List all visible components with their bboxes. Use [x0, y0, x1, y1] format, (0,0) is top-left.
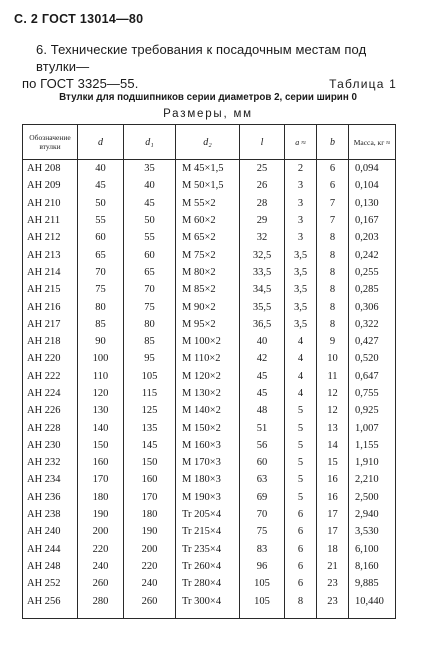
cell-a: 4 — [285, 368, 317, 385]
cell-mass: 2,210 — [349, 471, 396, 488]
cell-d1: 45 — [124, 195, 176, 212]
cell-designation: АН 215 — [23, 281, 78, 298]
dimensions-label: Размеры, мм — [163, 108, 253, 120]
cell-d2: М 100×2 — [176, 333, 240, 350]
table-row — [23, 229, 396, 246]
table-row — [23, 298, 396, 315]
table-row — [23, 316, 396, 333]
cell-a: 3,5 — [285, 246, 317, 263]
cell-a: 3,5 — [285, 316, 317, 333]
cell-mass: 1,910 — [349, 454, 396, 471]
cell-d1: 80 — [124, 316, 176, 333]
cell-l: 70 — [240, 506, 285, 523]
cell-designation: АН 222 — [23, 368, 78, 385]
cell-a: 6 — [285, 523, 317, 540]
cell-d2: М 80×2 — [176, 264, 240, 281]
cell-b: 11 — [317, 368, 349, 385]
table-row — [23, 402, 396, 419]
cell-l: 33,5 — [240, 264, 285, 281]
cell-d2: Tr 300×4 — [176, 592, 240, 619]
cell-d1: 170 — [124, 489, 176, 506]
cell-d2: М 55×2 — [176, 195, 240, 212]
cell-d1: 150 — [124, 454, 176, 471]
cell-l: 69 — [240, 489, 285, 506]
cell-a: 5 — [285, 471, 317, 488]
cell-b: 14 — [317, 437, 349, 454]
cell-mass: 8,160 — [349, 558, 396, 575]
cell-d: 85 — [78, 316, 124, 333]
cell-d: 45 — [78, 177, 124, 194]
cell-b: 15 — [317, 454, 349, 471]
cell-d: 75 — [78, 281, 124, 298]
cell-d: 90 — [78, 333, 124, 350]
cell-designation: АН 238 — [23, 506, 78, 523]
cell-b: 12 — [317, 402, 349, 419]
cell-mass: 0,242 — [349, 246, 396, 263]
cell-designation: АН 256 — [23, 592, 78, 619]
cell-d1: 50 — [124, 212, 176, 229]
cell-b: 17 — [317, 506, 349, 523]
cell-b: 9 — [317, 333, 349, 350]
page-header: С. 2 ГОСТ 13014—80 — [14, 12, 144, 26]
table-row — [23, 385, 396, 402]
table-row — [23, 160, 396, 178]
cell-designation: АН 236 — [23, 489, 78, 506]
cell-mass: 0,167 — [349, 212, 396, 229]
col-header-d1: d₁ — [124, 125, 176, 160]
cell-d1: 85 — [124, 333, 176, 350]
table-row — [23, 368, 396, 385]
cell-mass: 0,094 — [349, 160, 396, 178]
cell-l: 32 — [240, 229, 285, 246]
cell-designation: АН 224 — [23, 385, 78, 402]
cell-b: 8 — [317, 316, 349, 333]
cell-l: 29 — [240, 212, 285, 229]
cell-designation: АН 216 — [23, 298, 78, 315]
cell-d1: 240 — [124, 575, 176, 592]
cell-l: 45 — [240, 368, 285, 385]
cell-designation: АН 214 — [23, 264, 78, 281]
cell-d2: Tr 260×4 — [176, 558, 240, 575]
table-row — [23, 333, 396, 350]
cell-d2: М 45×1,5 — [176, 160, 240, 178]
cell-d2: М 180×3 — [176, 471, 240, 488]
cell-d1: 75 — [124, 298, 176, 315]
cell-d2: М 120×2 — [176, 368, 240, 385]
cell-d1: 95 — [124, 350, 176, 367]
cell-designation: АН 218 — [23, 333, 78, 350]
cell-d: 55 — [78, 212, 124, 229]
cell-d2: М 60×2 — [176, 212, 240, 229]
cell-designation: АН 226 — [23, 402, 78, 419]
table-row — [23, 454, 396, 471]
table-number: Таблица 1 — [329, 77, 397, 91]
cell-l: 40 — [240, 333, 285, 350]
cell-l: 42 — [240, 350, 285, 367]
cell-d2: Tr 235×4 — [176, 541, 240, 558]
cell-d1: 135 — [124, 419, 176, 436]
cell-mass: 0,306 — [349, 298, 396, 315]
cell-d: 180 — [78, 489, 124, 506]
cell-d2: М 85×2 — [176, 281, 240, 298]
cell-d: 190 — [78, 506, 124, 523]
cell-d1: 220 — [124, 558, 176, 575]
cell-mass: 0,255 — [349, 264, 396, 281]
cell-d2: М 160×3 — [176, 437, 240, 454]
cell-a: 4 — [285, 350, 317, 367]
table-caption: Втулки для подшипников серии диаметров 2, серии ширин 0 — [59, 92, 357, 103]
cell-l: 48 — [240, 402, 285, 419]
cell-d1: 200 — [124, 541, 176, 558]
cell-d2: Tr 205×4 — [176, 506, 240, 523]
cell-a: 3 — [285, 212, 317, 229]
cell-l: 26 — [240, 177, 285, 194]
cell-d1: 105 — [124, 368, 176, 385]
cell-d1: 260 — [124, 592, 176, 619]
cell-d1: 40 — [124, 177, 176, 194]
cell-d1: 190 — [124, 523, 176, 540]
cell-designation: АН 248 — [23, 558, 78, 575]
cell-a: 5 — [285, 454, 317, 471]
table-row — [23, 437, 396, 454]
cell-mass: 0,203 — [349, 229, 396, 246]
cell-d1: 180 — [124, 506, 176, 523]
cell-b: 17 — [317, 523, 349, 540]
col-header-d: d — [78, 125, 124, 160]
cell-d: 280 — [78, 592, 124, 619]
paragraph-line-1: 6. Технические требования к посадочным местам под втулки— — [36, 42, 367, 74]
cell-l: 28 — [240, 195, 285, 212]
cell-a: 6 — [285, 541, 317, 558]
cell-d: 120 — [78, 385, 124, 402]
table-row — [23, 592, 396, 619]
cell-b: 8 — [317, 281, 349, 298]
cell-d: 40 — [78, 160, 124, 178]
cell-a: 6 — [285, 575, 317, 592]
cell-designation: АН 232 — [23, 454, 78, 471]
cell-b: 16 — [317, 489, 349, 506]
cell-d: 220 — [78, 541, 124, 558]
cell-b: 8 — [317, 264, 349, 281]
cell-mass: 2,940 — [349, 506, 396, 523]
cell-l: 25 — [240, 160, 285, 178]
cell-a: 5 — [285, 419, 317, 436]
cell-mass: 0,520 — [349, 350, 396, 367]
cell-a: 4 — [285, 385, 317, 402]
cell-designation: АН 220 — [23, 350, 78, 367]
table-row — [23, 558, 396, 575]
cell-a: 6 — [285, 558, 317, 575]
cell-d2: М 50×1,5 — [176, 177, 240, 194]
cell-d: 150 — [78, 437, 124, 454]
cell-d1: 55 — [124, 229, 176, 246]
cell-designation: АН 211 — [23, 212, 78, 229]
cell-d2: М 110×2 — [176, 350, 240, 367]
cell-l: 51 — [240, 419, 285, 436]
cell-l: 36,5 — [240, 316, 285, 333]
cell-mass: 1,155 — [349, 437, 396, 454]
cell-d2: М 90×2 — [176, 298, 240, 315]
table-row — [23, 541, 396, 558]
cell-mass: 3,530 — [349, 523, 396, 540]
cell-d2: М 130×2 — [176, 385, 240, 402]
cell-designation: АН 240 — [23, 523, 78, 540]
table-row — [23, 489, 396, 506]
cell-mass: 2,500 — [349, 489, 396, 506]
cell-b: 8 — [317, 229, 349, 246]
cell-mass: 9,885 — [349, 575, 396, 592]
cell-l: 60 — [240, 454, 285, 471]
cell-a: 5 — [285, 437, 317, 454]
col-header-l: l — [240, 125, 285, 160]
cell-l: 32,5 — [240, 246, 285, 263]
cell-l: 56 — [240, 437, 285, 454]
cell-d: 100 — [78, 350, 124, 367]
table-row — [23, 246, 396, 263]
cell-a: 2 — [285, 160, 317, 178]
cell-d: 240 — [78, 558, 124, 575]
cell-mass: 10,440 — [349, 592, 396, 619]
cell-b: 10 — [317, 350, 349, 367]
cell-a: 3,5 — [285, 264, 317, 281]
cell-b: 23 — [317, 575, 349, 592]
cell-designation: АН 252 — [23, 575, 78, 592]
cell-designation: АН 208 — [23, 160, 78, 178]
cell-d1: 65 — [124, 264, 176, 281]
cell-b: 21 — [317, 558, 349, 575]
cell-b: 8 — [317, 246, 349, 263]
cell-l: 45 — [240, 385, 285, 402]
cell-d1: 115 — [124, 385, 176, 402]
cell-a: 4 — [285, 333, 317, 350]
cell-designation: АН 210 — [23, 195, 78, 212]
table-row — [23, 350, 396, 367]
table-row — [23, 195, 396, 212]
cell-d: 60 — [78, 229, 124, 246]
cell-l: 35,5 — [240, 298, 285, 315]
cell-d: 110 — [78, 368, 124, 385]
table-row — [23, 212, 396, 229]
cell-b: 6 — [317, 177, 349, 194]
cell-l: 75 — [240, 523, 285, 540]
cell-designation: АН 234 — [23, 471, 78, 488]
col-header-a: a ≈ — [285, 125, 317, 160]
table-row — [23, 506, 396, 523]
cell-designation: АН 228 — [23, 419, 78, 436]
cell-d: 65 — [78, 246, 124, 263]
cell-mass: 0,755 — [349, 385, 396, 402]
cell-l: 105 — [240, 592, 285, 619]
cell-d2: М 75×2 — [176, 246, 240, 263]
cell-d2: Tr 280×4 — [176, 575, 240, 592]
cell-d: 80 — [78, 298, 124, 315]
cell-l: 63 — [240, 471, 285, 488]
cell-b: 12 — [317, 385, 349, 402]
col-header-d2: d₂ — [176, 125, 240, 160]
cell-b: 7 — [317, 195, 349, 212]
cell-d2: М 170×3 — [176, 454, 240, 471]
cell-mass: 1,007 — [349, 419, 396, 436]
cell-d: 140 — [78, 419, 124, 436]
cell-d1: 70 — [124, 281, 176, 298]
cell-b: 18 — [317, 541, 349, 558]
cell-d: 70 — [78, 264, 124, 281]
cell-a: 3,5 — [285, 281, 317, 298]
paragraph-line-2: по ГОСТ 3325—55. — [22, 76, 139, 91]
cell-d: 160 — [78, 454, 124, 471]
table-row — [23, 575, 396, 592]
cell-a: 5 — [285, 402, 317, 419]
cell-designation: АН 213 — [23, 246, 78, 263]
cell-mass: 0,104 — [349, 177, 396, 194]
table-row — [23, 523, 396, 540]
cell-l: 34,5 — [240, 281, 285, 298]
col-header-designation: Обозначение втулки — [23, 125, 78, 160]
cell-l: 96 — [240, 558, 285, 575]
cell-d2: М 190×3 — [176, 489, 240, 506]
cell-mass: 0,427 — [349, 333, 396, 350]
cell-designation: АН 217 — [23, 316, 78, 333]
cell-d: 200 — [78, 523, 124, 540]
bushings-table — [22, 124, 396, 619]
table-row — [23, 281, 396, 298]
cell-d: 260 — [78, 575, 124, 592]
cell-mass: 0,130 — [349, 195, 396, 212]
cell-a: 3 — [285, 229, 317, 246]
cell-d2: М 65×2 — [176, 229, 240, 246]
cell-a: 3 — [285, 177, 317, 194]
cell-a: 3,5 — [285, 298, 317, 315]
cell-d: 50 — [78, 195, 124, 212]
cell-d1: 145 — [124, 437, 176, 454]
cell-a: 8 — [285, 592, 317, 619]
cell-d: 170 — [78, 471, 124, 488]
cell-d2: М 140×2 — [176, 402, 240, 419]
col-header-mass: Масса, кг ≈ — [349, 125, 396, 160]
col-header-b: b — [317, 125, 349, 160]
table-row — [23, 264, 396, 281]
cell-designation: АН 244 — [23, 541, 78, 558]
cell-a: 6 — [285, 506, 317, 523]
cell-d1: 60 — [124, 246, 176, 263]
cell-d: 130 — [78, 402, 124, 419]
cell-mass: 0,322 — [349, 316, 396, 333]
cell-b: 16 — [317, 471, 349, 488]
cell-d2: М 150×2 — [176, 419, 240, 436]
cell-b: 8 — [317, 298, 349, 315]
cell-a: 3 — [285, 195, 317, 212]
cell-mass: 0,647 — [349, 368, 396, 385]
cell-designation: АН 230 — [23, 437, 78, 454]
cell-mass: 0,285 — [349, 281, 396, 298]
cell-l: 105 — [240, 575, 285, 592]
table-row — [23, 471, 396, 488]
cell-b: 23 — [317, 592, 349, 619]
cell-b: 6 — [317, 160, 349, 178]
cell-mass: 6,100 — [349, 541, 396, 558]
cell-a: 5 — [285, 489, 317, 506]
cell-mass: 0,925 — [349, 402, 396, 419]
table-row — [23, 177, 396, 194]
cell-d2: Tr 215×4 — [176, 523, 240, 540]
cell-d1: 35 — [124, 160, 176, 178]
table-row — [23, 419, 396, 436]
cell-designation: АН 209 — [23, 177, 78, 194]
cell-b: 13 — [317, 419, 349, 436]
cell-b: 7 — [317, 212, 349, 229]
cell-d1: 160 — [124, 471, 176, 488]
cell-d1: 125 — [124, 402, 176, 419]
cell-d2: М 95×2 — [176, 316, 240, 333]
cell-l: 83 — [240, 541, 285, 558]
table-header-row — [23, 125, 396, 160]
cell-designation: АН 212 — [23, 229, 78, 246]
